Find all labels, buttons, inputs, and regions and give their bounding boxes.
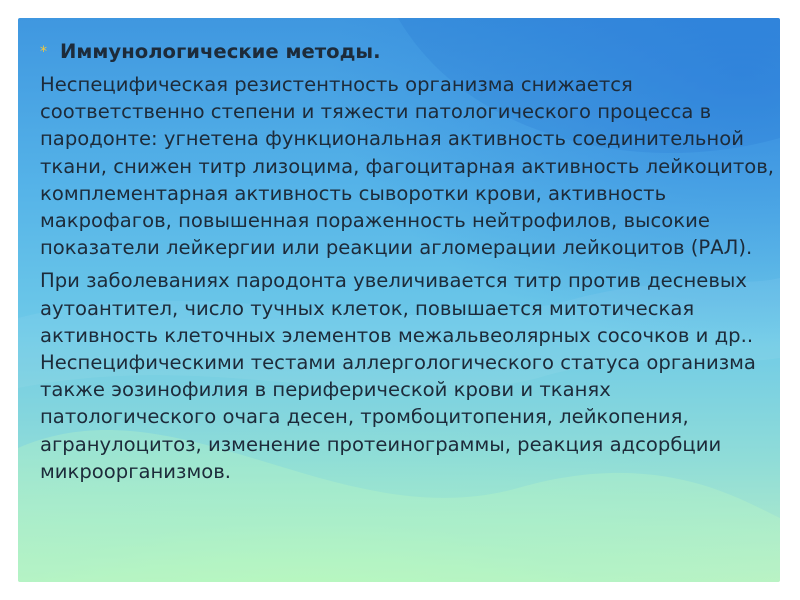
slide-background: [18, 18, 780, 582]
bullet-icon: *: [40, 44, 47, 60]
paragraph-2: При заболеваниях пародонта увеличивается титр против десневых аутоантител, число тучных клеток, повышается митотическая активность клеточных элементов межальвеолярных сосочков и др.. Неспецифическими тестами аллергологического статуса организма также эозинофилия в периферической крови и тканях патологического очага десен, тромбоцитопения, лейкопения, агранулоцитоз, изменение протеинограммы, реакция адсорбции микроорганизмов.: [40, 269, 756, 483]
slide-heading: Иммунологические методы.: [60, 40, 381, 63]
heading-row: [40, 38, 775, 68]
paragraph-1: Неспецифическая резистентность организма снижается соответственно степени и тяжести патологического процесса в пародонте: угнетена функциональная активность соединительной ткани, снижен титр лизоцима, фагоцитарная активность лейкоцитов, комплементарная активность сыворотки крови, активность макрофагов, повышенная пораженность нейтрофилов, высокие показатели лейкергии или реакции агломерации лейкоцитов (РАЛ).: [40, 73, 775, 260]
slide-content: [40, 38, 775, 491]
